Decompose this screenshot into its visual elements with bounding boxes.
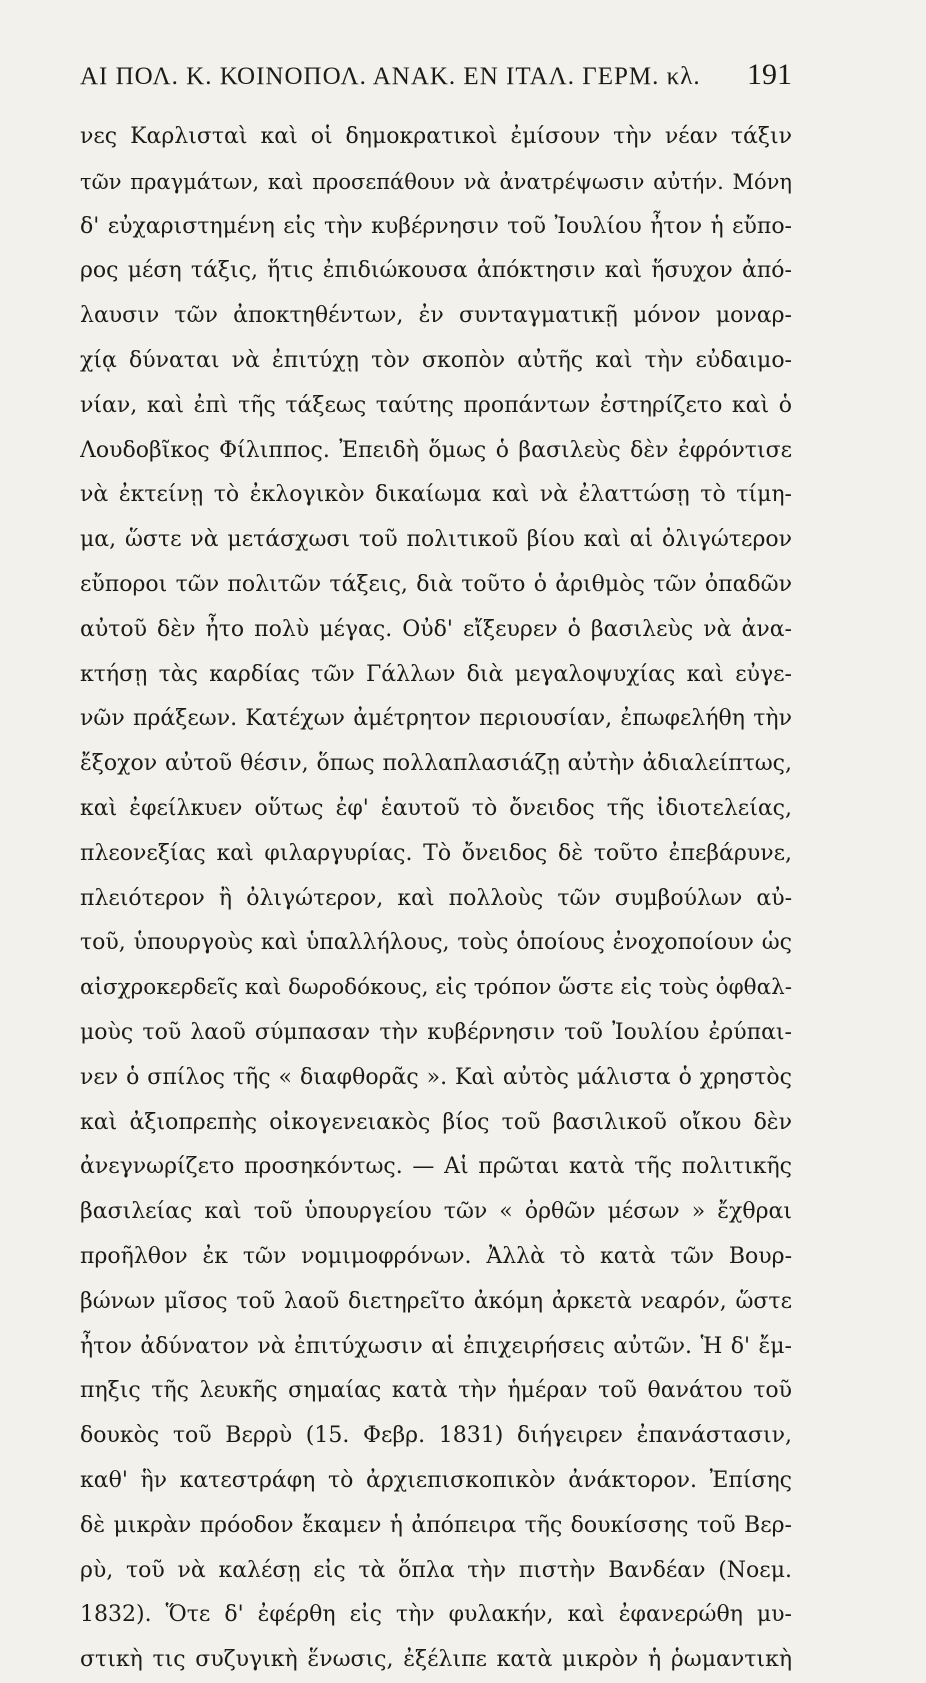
text-line: πηξις τῆς λευκῆς σημαίας κατὰ τὴν ἡμέραν τοῦ θανάτου τοῦ [80,1378,792,1404]
text-line: καὶ ἐφείλκυεν οὕτως ἐφ' ἑαυτοῦ τὸ ὄνειδος τῆς ἰδιοτελείας, [80,795,792,821]
text-line: ἀνεγνωρίζετο προσηκόντως. — Αἱ πρῶται κατὰ τῆς πολιτικῆς [80,1154,792,1180]
text-line: βώνων μῖσος τοῦ λαοῦ διετηρεῖτο ἀκόμη ἀρκετὰ νεαρόν, ὥστε [80,1288,792,1314]
text-line: λαυσιν τῶν ἀποκτηθέντων, ἐν συνταγματικῇ μόνον μοναρ- [80,303,792,329]
text-line: καθ' ἣν κατεστράφη τὸ ἀρχιεπισκοπικὸν ἀνάκτορον. Ἐπίσης [80,1467,792,1493]
text-line: κτήσῃ τὰς καρδίας τῶν Γάλλων διὰ μεγαλοψυχίας καὶ εὐγε- [80,661,792,687]
text-line: πλεονεξίας καὶ φιλαργυρίας. Τὸ ὄνειδος δὲ τοῦτο ἐπεβάρυνε, [80,840,792,866]
page-number: 191 [747,58,792,91]
text-line: βασιλείας καὶ τοῦ ὑπουργείου τῶν « ὀρθῶν μέσων » ἔχθραι [80,1199,792,1225]
text-line: πλειότερον ἢ ὀλιγώτερον, καὶ πολλοὺς τῶν συμβούλων αὐ- [80,885,792,911]
running-header [80,58,792,98]
body-text [80,115,792,1683]
text-line: Λουδοβῖκος Φίλιππος. Ἐπειδὴ ὅμως ὁ βασιλεὺς δὲν ἐφρόντισε [80,437,792,463]
text-line: εὔποροι τῶν πολιτῶν τάξεις, διὰ τοῦτο ὁ ἀριθμὸς τῶν ὀπαδῶν [80,571,792,597]
text-line: αἰσχροκερδεῖς καὶ δωροδόκους, εἰς τρόπον ὥστε εἰς τοὺς ὀφθαλ- [80,975,792,1001]
text-line: ρος μέση τάξις, ἥτις ἐπιδιώκουσα ἀπόκτησιν καὶ ἥσυχον ἀπό- [80,258,792,284]
text-line: νίαν, καὶ ἐπὶ τῆς τάξεως ταύτης προπάντων ἐστηρίζετο καὶ ὁ [80,392,792,418]
text-line: καὶ ἀξιοπρεπὴς οἰκογενειακὸς βίος τοῦ βασιλικοῦ οἴκου δὲν [80,1109,792,1135]
text-line: δὲ μικρὰν πρόοδον ἔκαμεν ἡ ἀπόπειρα τῆς δουκίσσης τοῦ Βερ- [80,1512,792,1538]
text-line: ἦτον ἀδύνατον νὰ ἐπιτύχωσιν αἱ ἐπιχειρήσεις αὐτῶν. Ἡ δ' ἔμ- [80,1333,792,1359]
text-line: δουκὸς τοῦ Βερρὺ (15. Φεβρ. 1831) διήγειρεν ἐπανάστασιν, [80,1423,792,1449]
text-line: προῆλθον ἐκ τῶν νομιμοφρόνων. Ἀλλὰ τὸ κατὰ τῶν Βουρ- [80,1243,792,1269]
text-line: νες Καρλισταὶ καὶ οἱ δημοκρατικοὶ ἐμίσουν τὴν νέαν τάξιν [80,124,792,149]
text-line: νῶν πράξεων. Κατέχων ἀμέτρητον περιουσίαν, ἐπωφελήθη τὴν [80,706,792,732]
text-line: τῶν πραγμάτων, καὶ προσεπάθουν νὰ ἀνατρέψωσιν αὐτήν. Μόνη [80,169,792,194]
text-line: μοὺς τοῦ λαοῦ σύμπασαν τὴν κυβέρνησιν τοῦ Ἰουλίου ἐρύπαι- [80,1019,792,1045]
running-title: ΑΙ ΠΟΛ. Κ. ΚΟΙΝΟΠΟΛ. ΑΝΑΚ. ΕΝ ΙΤΑΛ. ΓΕΡΜ. κλ. [80,63,701,90]
text-line: μα, ὥστε νὰ μετάσχωσι τοῦ πολιτικοῦ βίου καὶ αἱ ὀλιγώτερον [80,527,792,553]
text-line: ἔξοχον αὐτοῦ θέσιν, ὅπως πολλαπλασιάζῃ αὐτὴν ἀδιαλείπτως, [80,751,792,777]
text-line: αὐτοῦ δὲν ἦτο πολὺ μέγας. Οὐδ' εἴξευρεν ὁ βασιλεὺς νὰ ἀνα- [80,616,792,642]
text-line: χίᾳ δύναται νὰ ἐπιτύχῃ τὸν σκοπὸν αὐτῆς καὶ τὴν εὐδαιμο- [80,347,792,373]
text-line: νεν ὁ σπίλος τῆς « διαφθορᾶς ». Καὶ αὐτὸς μάλιστα ὁ χρηστὸς [80,1064,792,1090]
text-line: δ' εὐχαριστημένη εἰς τὴν κυβέρνησιν τοῦ Ἰουλίου ἦτον ἡ εὔπο- [80,213,792,239]
text-line: 1832). Ὅτε δ' ἐφέρθη εἰς τὴν φυλακήν, καὶ ἐφανερώθη μυ- [80,1602,792,1628]
text-line: ρὺ, τοῦ νὰ καλέσῃ εἰς τὰ ὅπλα τὴν πιστὴν Βανδέαν (Νοεμ. [80,1557,792,1583]
text-line: νὰ ἐκτείνῃ τὸ ἐκλογικὸν δικαίωμα καὶ νὰ ἐλαττώσῃ τὸ τίμη- [80,482,792,508]
text-line: στικὴ τις συζυγικὴ ἕνωσις, ἐξέλιπε κατὰ μικρὸν ἡ ῥωμαντικὴ [80,1647,792,1673]
text-line: τοῦ, ὑπουργοὺς καὶ ὑπαλλήλους, τοὺς ὁποίους ἐνοχοποίουν ὡς [80,930,792,956]
